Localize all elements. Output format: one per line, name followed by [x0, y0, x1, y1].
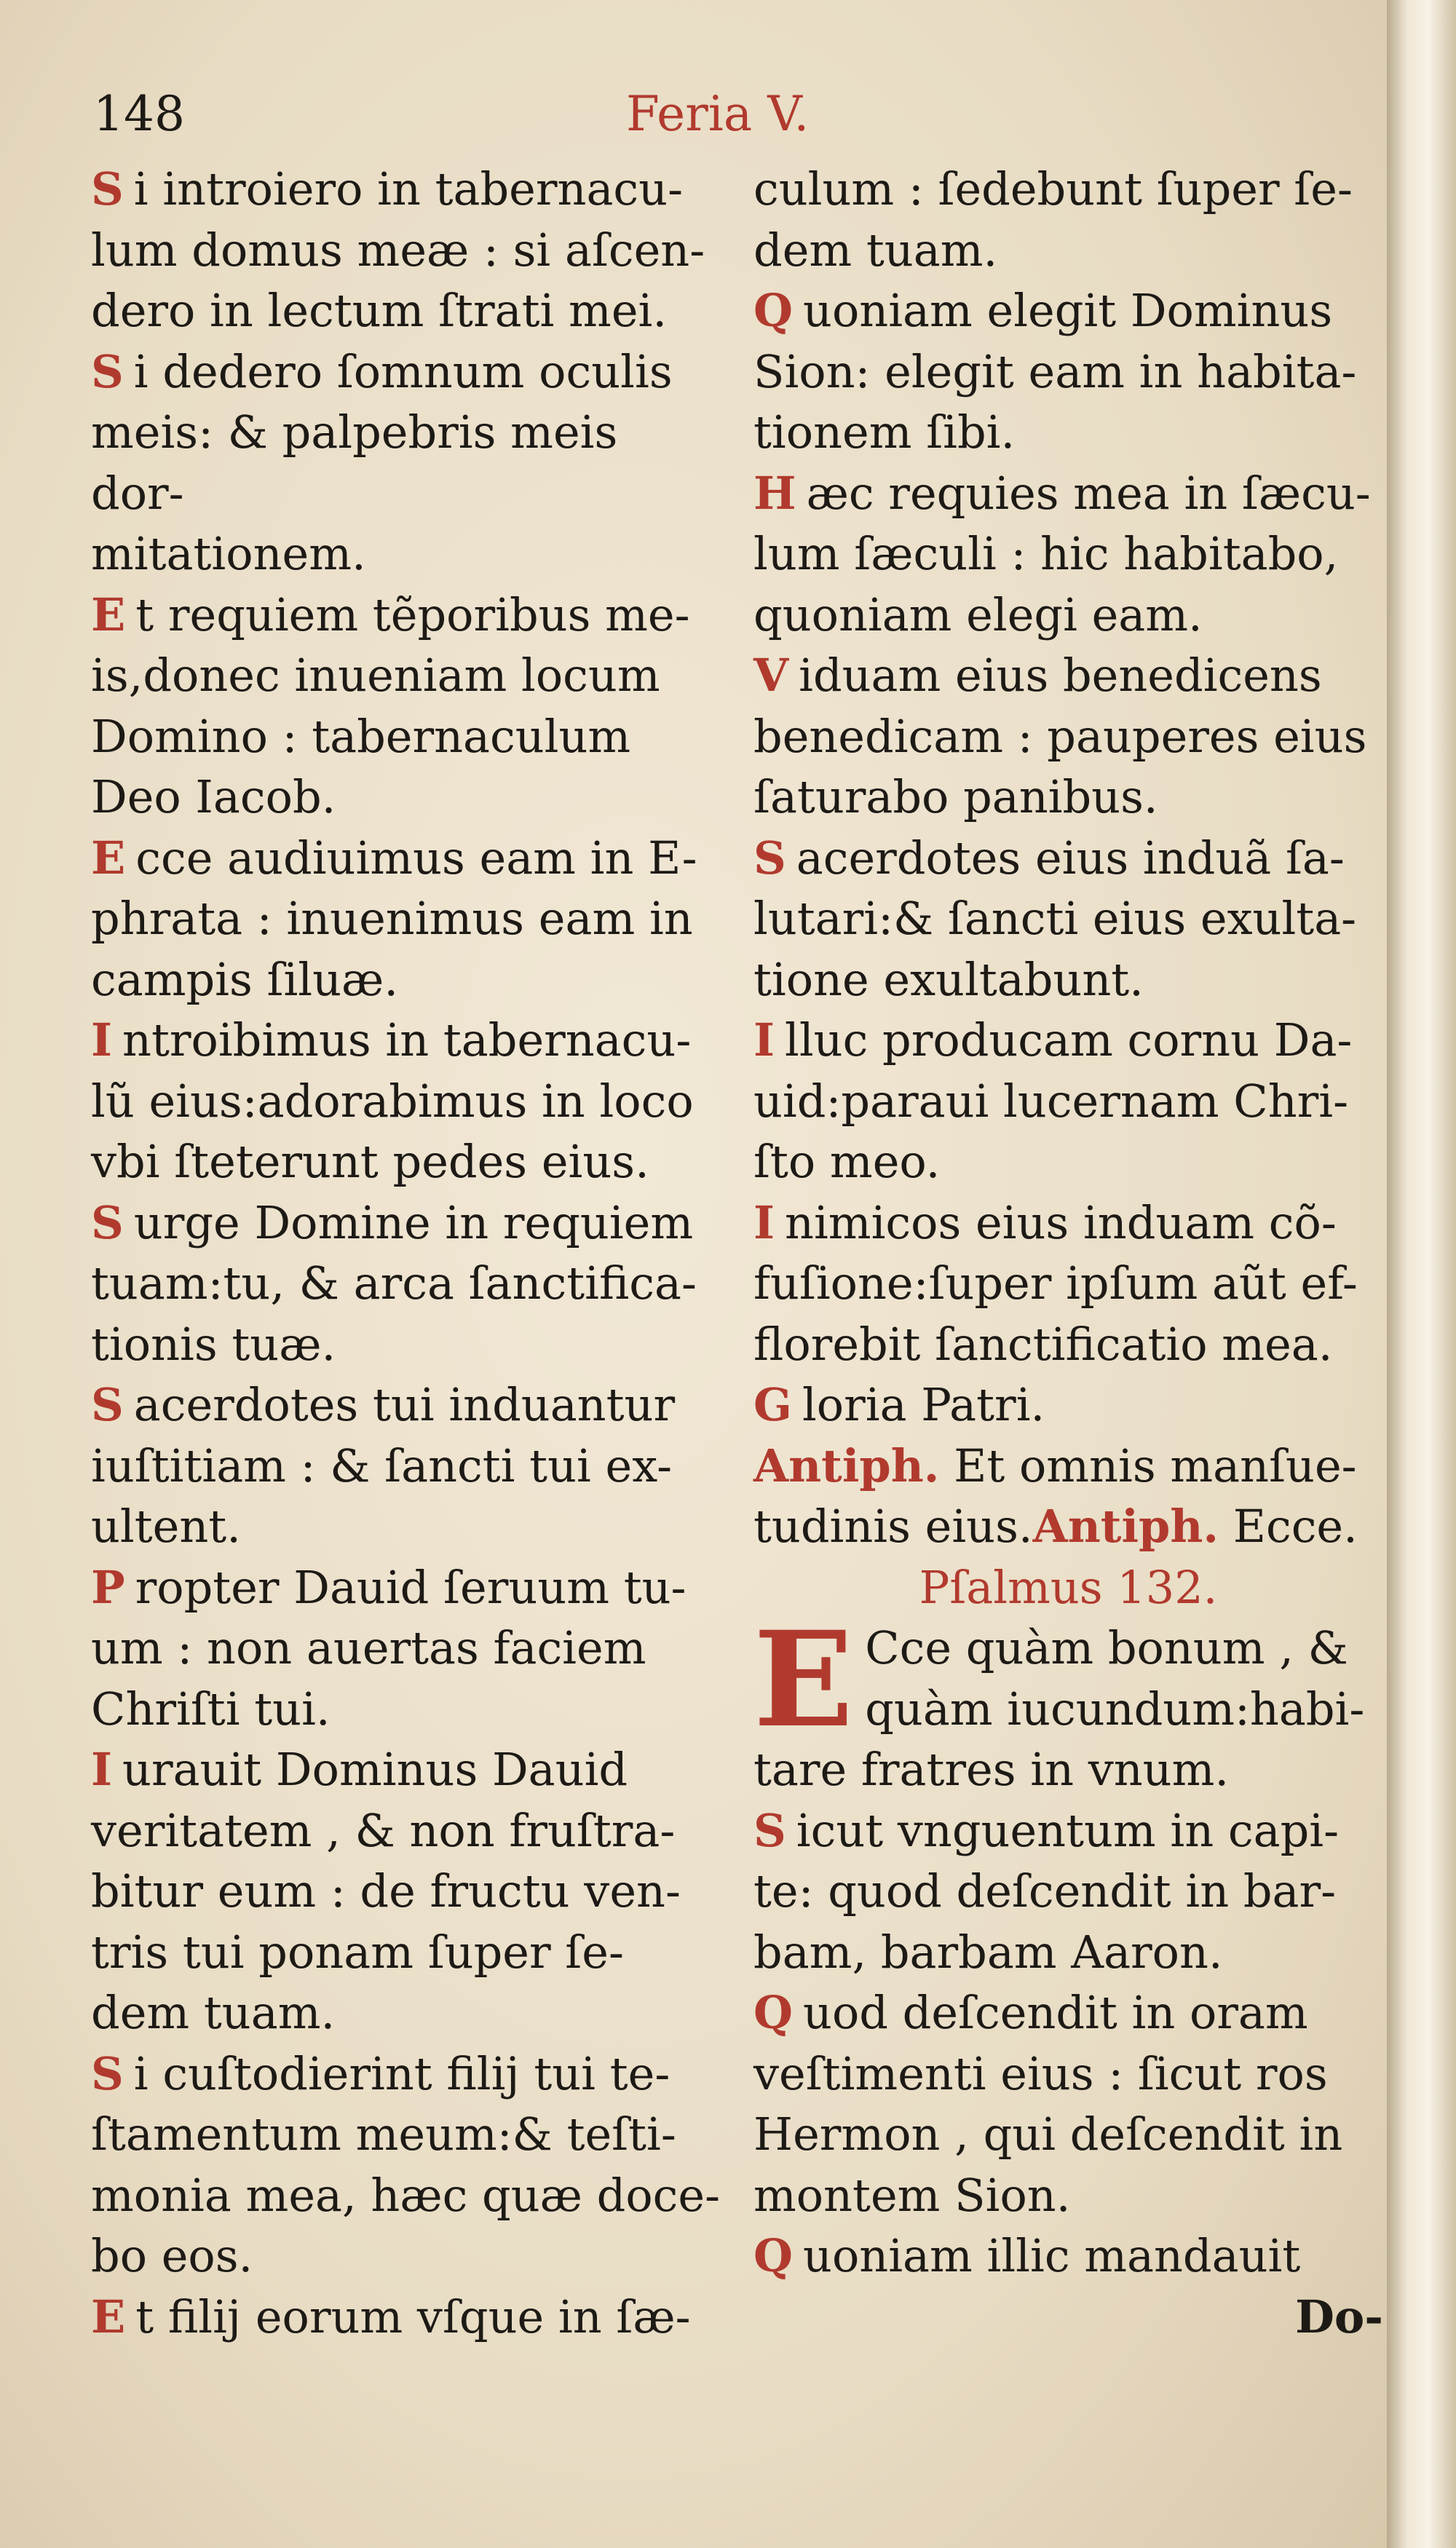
- verse-line: [753, 463, 1383, 524]
- verse-text: ultent.: [91, 1500, 241, 1553]
- verse-text: i cuſtodierint filij tui te-: [133, 2046, 670, 2100]
- verse-text: culum : ſedebunt ſuper ſe-: [753, 162, 1353, 215]
- psalm-line: [753, 1861, 1383, 1922]
- verse-text: loria Patri.: [802, 1378, 1045, 1431]
- verse-text: iduam eius benedicens: [799, 649, 1322, 702]
- red-initial: G: [753, 1378, 792, 1431]
- verse-text: Cce quàm bonum , &: [865, 1621, 1348, 1674]
- verse-line: [91, 2104, 721, 2165]
- verse-text: uid:paraui lucernam Chri-: [753, 1074, 1349, 1128]
- verse-text: campis ſiluæ.: [91, 952, 399, 1006]
- psalm-line: [753, 2043, 1383, 2105]
- red-initial: H: [753, 466, 796, 520]
- verse-text: icut vnguentum in capi-: [796, 1803, 1340, 1857]
- verse-line: [91, 1922, 721, 1983]
- antiphon-rubric: Antiph.: [753, 1439, 940, 1492]
- verse-text: urauit Dominus Dauid: [122, 1743, 628, 1796]
- verse-text: iuſtitiam : & ſancti tui ex-: [91, 1439, 673, 1492]
- verse-line: [91, 1679, 721, 1740]
- verse-text: mitationem.: [91, 527, 366, 580]
- verse-text: quàm iucundum:habi-: [865, 1682, 1365, 1736]
- antiphon-text: Et omnis manſue-: [939, 1439, 1357, 1492]
- red-initial: P: [91, 1560, 125, 1614]
- psalm-line: [753, 1739, 1383, 1800]
- verse-line: [91, 220, 721, 281]
- verse-text: ſaturabo panibus.: [753, 770, 1158, 823]
- page-gutter: [1387, 0, 1456, 2548]
- verse-line: [91, 767, 721, 828]
- psalm-line: [753, 1800, 1383, 1861]
- catchword: Do-: [1295, 2290, 1383, 2343]
- verse-line: [91, 1131, 721, 1192]
- verse-line: [91, 706, 721, 767]
- right-column: [753, 159, 1383, 2347]
- verse-line: [753, 1374, 1383, 1436]
- verse-text: te: quod deſcendit in bar-: [753, 1864, 1337, 1918]
- psalm-initial: E: [753, 1603, 854, 1757]
- verse-text: monia mea, hæc quæ doce-: [91, 2168, 721, 2222]
- verse-text: lum ſæculi : hic habitabo,: [753, 527, 1339, 580]
- verse-line: [91, 2225, 721, 2287]
- red-initial: S: [753, 1803, 786, 1857]
- verse-text: t requiem tẽporibus me-: [135, 587, 690, 641]
- verse-text: Deo Iacob.: [91, 770, 336, 823]
- verse-line: [91, 1071, 721, 1132]
- red-initial: I: [753, 1013, 775, 1067]
- verse-text: tione exultabunt.: [753, 952, 1144, 1006]
- verse-line: [91, 828, 721, 889]
- verse-line: [753, 220, 1383, 281]
- verse-text: nimicos eius induam cõ-: [785, 1195, 1337, 1249]
- verse-line: [753, 1131, 1383, 1192]
- verse-text: is,donec inueniam locum: [91, 649, 660, 702]
- red-initial: S: [91, 162, 124, 215]
- verse-text: vbi ſteterunt pedes eius.: [91, 1135, 649, 1188]
- left-column: [91, 159, 721, 2347]
- verse-line: [91, 1192, 721, 1254]
- verse-text: bo eos.: [91, 2229, 253, 2282]
- verse-text: tris tui ponam ſuper ſe-: [91, 1925, 624, 1979]
- antiphon-text: tudinis eius.: [753, 1500, 1033, 1553]
- verse-line: [91, 280, 721, 341]
- verse-line: [91, 2287, 721, 2348]
- psalm-line: [753, 1982, 1383, 2043]
- verse-text: dem tuam.: [91, 1986, 336, 2039]
- verse-line: [91, 1374, 721, 1436]
- verse-text: lũ eius:adorabimus in loco: [91, 1074, 694, 1128]
- verse-line: [753, 402, 1383, 463]
- verse-line: [753, 888, 1383, 949]
- verse-line: [91, 402, 721, 523]
- verse-line: [753, 523, 1383, 585]
- verse-text: tionis tuæ.: [91, 1317, 336, 1371]
- verse-text: dero in lectum ſtrati mei.: [91, 284, 668, 337]
- verse-text: acerdotes eius induã ſa-: [796, 831, 1345, 885]
- verse-line: [753, 1071, 1383, 1132]
- red-initial: Q: [753, 2229, 794, 2282]
- red-initial: I: [91, 1013, 113, 1067]
- verse-line: [91, 585, 721, 646]
- verse-text: bitur eum : de fructu ven-: [91, 1864, 681, 1918]
- verse-line: [91, 159, 721, 220]
- verse-line: [753, 828, 1383, 889]
- antiphon-tail: Ecce.: [1219, 1500, 1358, 1553]
- verse-text: æc requies mea in ſæcu-: [806, 466, 1371, 520]
- verse-text: lum domus meæ : si aſcen-: [91, 223, 705, 277]
- verse-line: [91, 1496, 721, 1557]
- verse-line: [753, 1314, 1383, 1375]
- verse-line: [91, 1557, 721, 1618]
- verse-text: acerdotes tui induantur: [133, 1378, 676, 1431]
- verse-text: benedicam : pauperes eius: [753, 709, 1367, 763]
- verse-text: ntroibimus in tabernacu-: [122, 1013, 692, 1067]
- verse-line: [91, 888, 721, 949]
- red-initial: Q: [753, 1986, 794, 2039]
- verse-line: [753, 1192, 1383, 1254]
- psalm-line: [753, 2165, 1383, 2226]
- verse-text: tare fratres in vnum.: [753, 1743, 1230, 1796]
- verse-text: uod deſcendit in oram: [803, 1986, 1308, 2039]
- verse-text: florebit ſanctificatio mea.: [753, 1317, 1333, 1371]
- verse-text: i dedero ſomnum oculis: [133, 344, 673, 398]
- verse-text: lutari:& ſancti eius exulta-: [753, 892, 1357, 945]
- verse-line: [91, 523, 721, 585]
- verse-line: [753, 159, 1383, 220]
- verse-text: veſtimenti eius : ſicut ros: [753, 2046, 1328, 2100]
- verse-line: [753, 949, 1383, 1010]
- verse-text: lluc producam cornu Da-: [785, 1013, 1353, 1067]
- verse-text: Hermon , qui deſcendit in: [753, 2108, 1343, 2161]
- red-initial: S: [91, 344, 124, 398]
- psalm-line: [753, 2225, 1383, 2287]
- antiphon-line: [753, 1496, 1383, 1557]
- verse-line: [91, 1861, 721, 1922]
- red-initial: S: [753, 831, 786, 885]
- red-initial: Q: [753, 284, 794, 337]
- red-initial: E: [91, 587, 126, 641]
- verse-text: tionem ſibi.: [753, 405, 1016, 459]
- verse-text: meis: & palpebris meis dor-: [91, 405, 618, 520]
- verse-text: montem Sion.: [753, 2168, 1071, 2222]
- verse-text: Sion: elegit eam in habita-: [753, 344, 1357, 398]
- verse-text: um : non auertas faciem: [91, 1621, 646, 1674]
- verse-line: [91, 2165, 721, 2226]
- psalm-line: [753, 2104, 1383, 2165]
- red-initial: E: [91, 831, 126, 885]
- verse-line: [91, 1618, 721, 1679]
- verse-line: [91, 1800, 721, 1861]
- red-initial: S: [91, 1195, 124, 1249]
- verse-line: [91, 1739, 721, 1800]
- verse-text: tuam:tu, & arca ſanctifica-: [91, 1257, 697, 1310]
- verse-line: [91, 1436, 721, 1497]
- verse-text: uoniam elegit Dominus: [803, 284, 1333, 337]
- verse-text: Chriſti tui.: [91, 1682, 331, 1736]
- verse-line: [753, 280, 1383, 341]
- verse-text: i introiero in tabernacu-: [133, 162, 684, 215]
- verse-line: [91, 949, 721, 1010]
- verse-line: [91, 1010, 721, 1071]
- verse-line: [753, 341, 1383, 403]
- verse-text: uoniam illic mandauit: [803, 2229, 1301, 2282]
- verse-line: [753, 767, 1383, 828]
- verse-text: cce audiuimus eam in E-: [135, 831, 697, 885]
- verse-text: ſto meo.: [753, 1135, 941, 1188]
- running-title: Feria V.: [626, 86, 810, 142]
- antiphon-rubric: Antiph.: [1032, 1500, 1219, 1553]
- verse-text: Domino : tabernaculum: [91, 709, 631, 763]
- verse-line: [753, 1010, 1383, 1071]
- verse-line: [91, 341, 721, 403]
- verse-line: [91, 1314, 721, 1375]
- red-initial: V: [753, 649, 789, 702]
- verse-line: [91, 645, 721, 706]
- verse-line: [753, 585, 1383, 646]
- verse-text: quoniam elegi eam.: [753, 587, 1203, 641]
- psalm-heading: Pſalmus 132.: [919, 1560, 1218, 1614]
- verse-line: [753, 706, 1383, 767]
- antiphon-line: [753, 1436, 1383, 1497]
- verse-text: fuſione:ſuper ipſum aũt ef-: [753, 1257, 1358, 1310]
- verse-text: bam, barbam Aaron.: [753, 1925, 1223, 1979]
- red-initial: E: [91, 2290, 126, 2343]
- red-initial: S: [91, 2046, 124, 2100]
- verse-text: urge Domine in requiem: [133, 1195, 694, 1249]
- verse-text: ropter Dauid ſeruum tu-: [135, 1560, 687, 1614]
- red-initial: I: [753, 1195, 775, 1249]
- verse-text: phrata : inuenimus eam in: [91, 892, 693, 945]
- verse-line: [753, 645, 1383, 706]
- psalm-line: [753, 1922, 1383, 1983]
- red-initial: I: [91, 1743, 113, 1796]
- verse-line: [753, 1253, 1383, 1314]
- verse-text: ſtamentum meum:& teſti-: [91, 2108, 676, 2161]
- page-number: 148: [93, 86, 185, 142]
- verse-line: [91, 1982, 721, 2043]
- verse-line: [91, 2043, 721, 2105]
- verse-line: [91, 1253, 721, 1314]
- verse-text: dem tuam.: [753, 223, 998, 277]
- red-initial: S: [91, 1378, 124, 1431]
- verse-text: veritatem , & non fruſtra-: [91, 1803, 676, 1857]
- verse-text: t filij eorum vſque in ſæ-: [135, 2290, 691, 2343]
